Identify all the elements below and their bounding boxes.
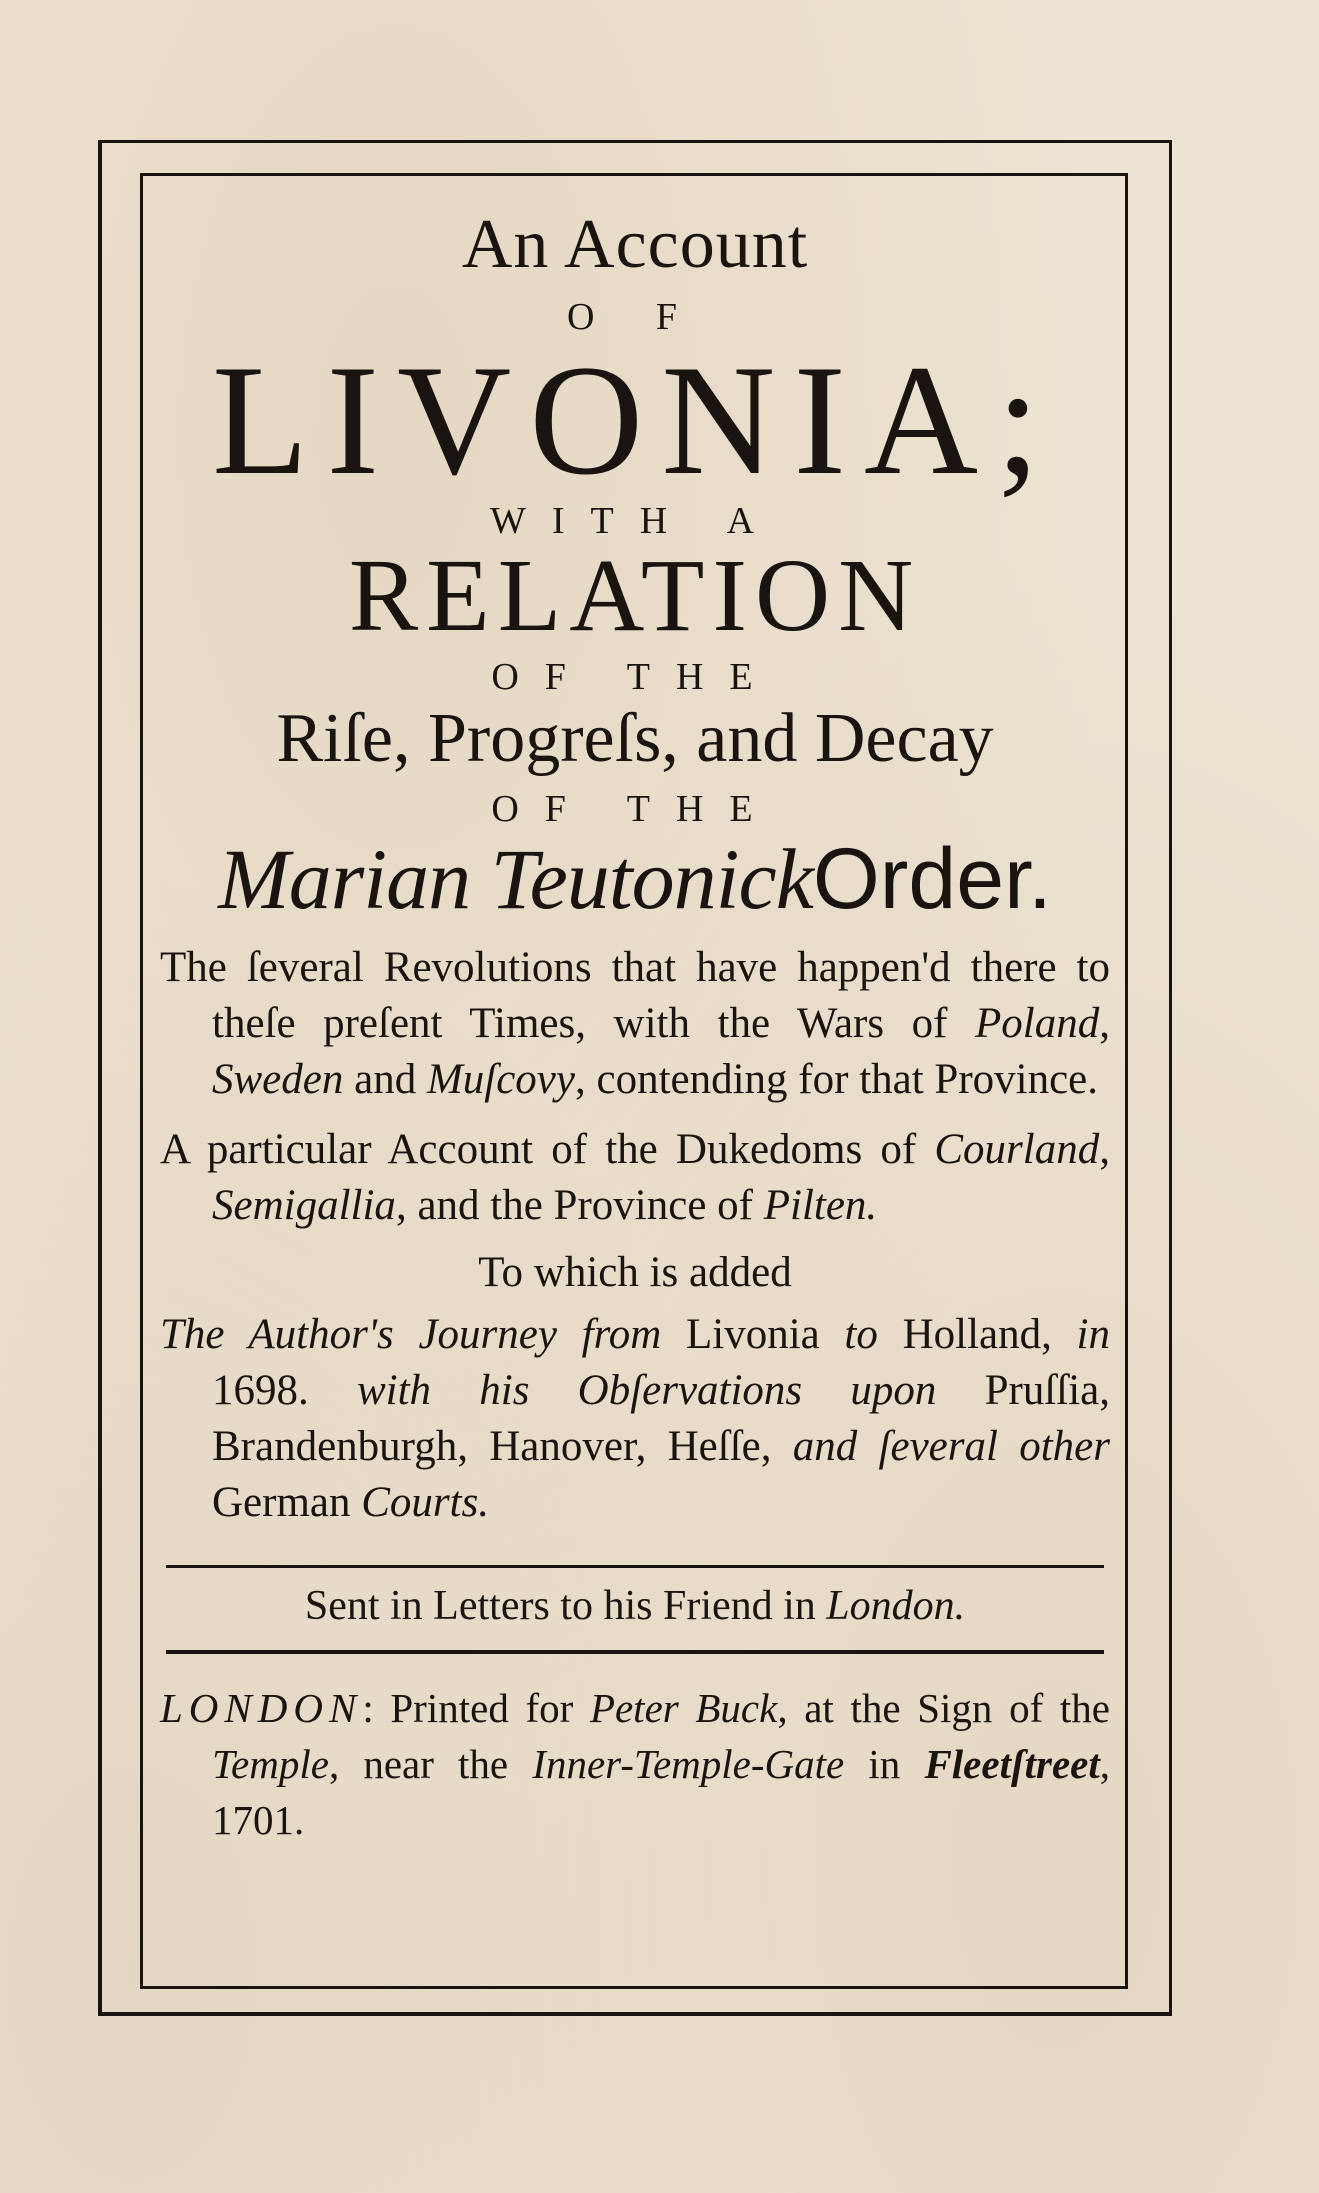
imprint-text-3: , near the — [328, 1741, 533, 1788]
paragraph-dukedoms — [160, 1122, 1110, 1234]
p2-text-1: A particular Account of the Dukedoms of — [160, 1126, 935, 1174]
to-which-is-added: To which is added — [478, 1249, 792, 1297]
title-of-the-2: OF THE — [491, 787, 779, 830]
title-with-a: WITH A — [489, 500, 781, 542]
p2-pilten: Pilten. — [763, 1182, 878, 1230]
title-an-account: An Account — [461, 206, 809, 283]
paragraph-journey — [160, 1307, 1110, 1531]
p1-text-4: , contending for that Province. — [574, 1056, 1099, 1104]
sent-london: London. — [826, 1583, 966, 1630]
imprint-text-4: in — [844, 1741, 925, 1788]
sent-text: Sent in Letters to his Friend in — [304, 1583, 827, 1630]
imprint-peter-buck: Peter Buck — [589, 1685, 778, 1732]
sent-in-letters — [160, 1568, 1110, 1650]
p2-courland: Courland — [934, 1126, 1100, 1174]
title-relation: RELATION — [348, 538, 922, 653]
imprint-temple: Temple — [212, 1741, 329, 1788]
p2-semigallia: Semigallia — [212, 1182, 396, 1230]
title-marian-teutonick: Marian Teutonick — [218, 830, 813, 927]
paragraph-revolutions — [160, 940, 1110, 1108]
p3-italic-2: to — [844, 1311, 878, 1359]
title-order-line — [160, 832, 1110, 927]
p1-text-1: The ſeveral Revolutions that have happen'd there to theſe preſent Times, with the Wars of — [160, 944, 1110, 1048]
title-page-content — [160, 200, 1110, 1848]
imprint-text-5: , 1701. — [212, 1741, 1110, 1844]
p1-text-3: and — [343, 1056, 427, 1104]
imprint-inner-temple-gate: Inner-Temple-Gate — [532, 1741, 845, 1788]
title-rise-progress-decay: Riſe, Progreſs, and Decay — [276, 700, 994, 777]
title-order: Order. — [812, 830, 1052, 927]
p3-italic-5: and ſeveral other — [792, 1423, 1110, 1471]
p2-text-3: , and the Province of — [395, 1182, 764, 1230]
title-of: O F — [566, 296, 704, 338]
rule-below-sent — [166, 1650, 1104, 1654]
p3-text-2: Holland, — [877, 1311, 1077, 1359]
p3-text-5: German — [212, 1479, 362, 1527]
p2-text-2: , — [1099, 1126, 1110, 1174]
p1-sweden: Sweden — [212, 1056, 344, 1104]
title-of-the-1: OF THE — [491, 656, 779, 698]
p1-text-2: , — [1099, 1000, 1110, 1048]
title-livonia: LIVONIA; — [211, 333, 1059, 508]
imprint-london: LONDON — [160, 1685, 363, 1732]
p1-poland: Poland — [975, 1000, 1100, 1048]
p1-muscovy: Muſcovy — [426, 1056, 575, 1104]
imprint-text-2: , at the Sign of the — [777, 1685, 1110, 1732]
p3-text-1: Livonia — [661, 1311, 845, 1359]
imprint-fleetstreet: Fleetſtreet — [924, 1741, 1100, 1788]
p3-italic-1: The Author's Journey from — [160, 1311, 662, 1359]
imprint — [160, 1680, 1110, 1848]
p3-italic-4: with his Obſervations upon — [356, 1367, 937, 1415]
p3-text-3: 1698. — [212, 1367, 357, 1415]
p3-italic-3: in — [1076, 1311, 1110, 1359]
p3-text-4: Pruſſia, Brandenburgh, Hanover, Heſſe, — [212, 1367, 1110, 1471]
p3-italic-6: Courts. — [361, 1479, 490, 1527]
imprint-text-1: : Printed for — [362, 1685, 590, 1732]
